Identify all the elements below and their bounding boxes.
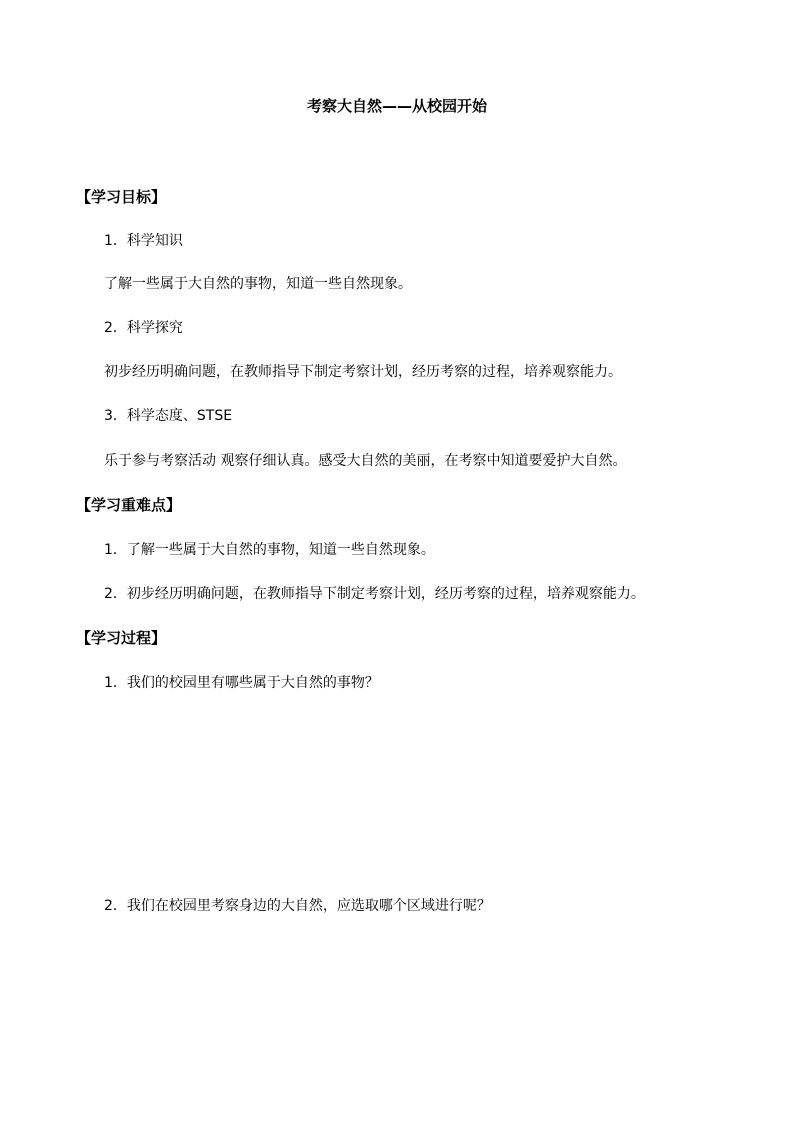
key-point-2: 2．初步经历明确问题，在教师指导下制定考察计划，经历考察的过程，培养观察能力。 (104, 586, 645, 602)
process-question-1: 1．我们的校园里有哪些属于大自然的事物？ (104, 675, 379, 691)
objective-text-attitude: 乐于参与考察活动 观察仔细认真。感受大自然的美丽，在考察中知道要爱护大自然。 (104, 453, 627, 469)
document-title: 考察大自然——从校园开始 (306, 97, 487, 115)
section-heading-objectives: 【学习目标】 (76, 188, 167, 206)
section-heading-process: 【学习过程】 (76, 629, 167, 647)
objective-label-knowledge: 1．科学知识 (104, 233, 183, 249)
objective-text-knowledge: 了解一些属于大自然的事物，知道一些自然现象。 (104, 276, 412, 292)
section-heading-key-points: 【学习重难点】 (76, 496, 182, 514)
key-point-1: 1．了解一些属于大自然的事物，知道一些自然现象。 (104, 542, 435, 558)
objective-text-inquiry: 初步经历明确问题，在教师指导下制定考察计划，经历考察的过程，培养观察能力。 (104, 364, 622, 380)
objective-label-attitude: 3．科学态度、STSE (104, 408, 233, 424)
process-question-2: 2．我们在校园里考察身边的大自然，应选取哪个区域进行呢？ (104, 898, 491, 914)
objective-label-inquiry: 2．科学探究 (104, 320, 183, 336)
